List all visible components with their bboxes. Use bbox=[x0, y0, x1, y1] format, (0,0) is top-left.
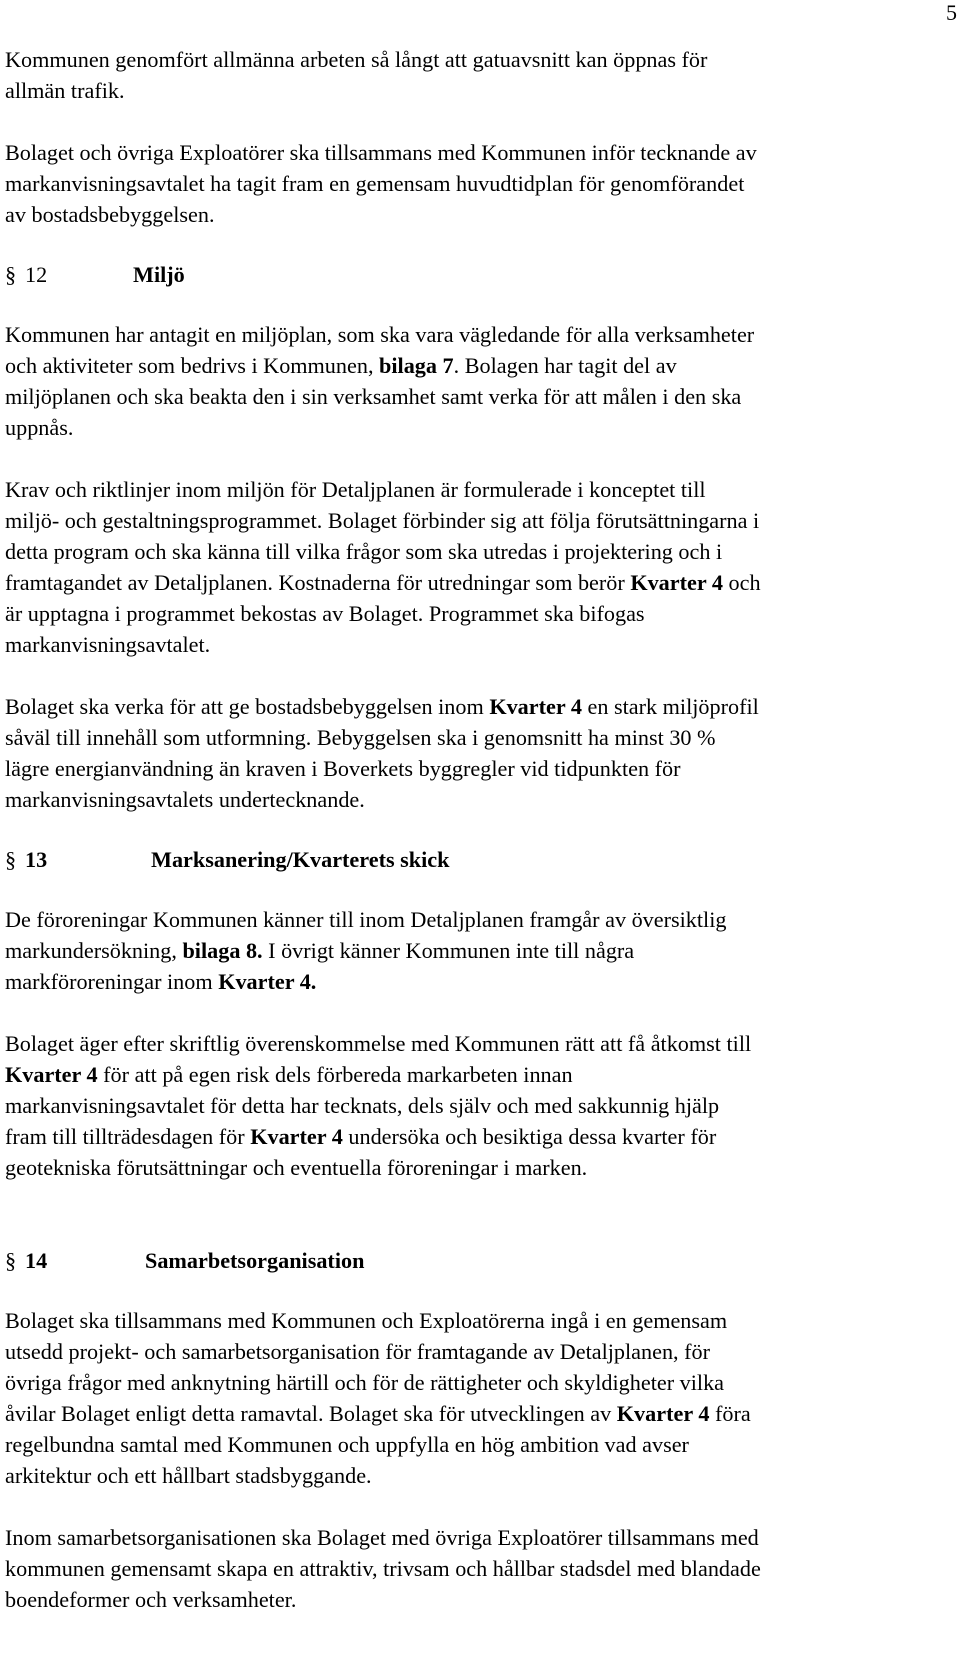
paragraph bbox=[5, 319, 955, 443]
paragraph bbox=[5, 44, 955, 106]
paragraph bbox=[5, 137, 955, 230]
text-line: markundersökning, bbox=[5, 938, 183, 963]
bold-reference: Kvarter 4 bbox=[630, 570, 723, 595]
section-sign: § bbox=[5, 262, 17, 287]
page-number: 5 bbox=[946, 0, 957, 25]
text-line: boendeformer och verksamheter. bbox=[5, 1587, 297, 1612]
text-line: markanvisningsavtalets undertecknande. bbox=[5, 787, 365, 812]
paragraph bbox=[5, 904, 955, 997]
text-line: miljöplanen och ska beakta den i sin verksamhet samt verka för att målen i den ska bbox=[5, 384, 742, 409]
section-sign: § bbox=[5, 1248, 17, 1273]
text-line: Bolaget ska tillsammans med Kommunen och Exploatörerna ingå i en gemensam bbox=[5, 1308, 728, 1333]
text-line: Kommunen har antagit en miljöplan, som ska vara vägledande för alla verksamheter bbox=[5, 322, 755, 347]
text-line: . Bolagen har tagit del av bbox=[453, 353, 677, 378]
section-heading-14 bbox=[5, 1245, 955, 1276]
section-number: 14 bbox=[25, 1248, 48, 1273]
bold-reference: bilaga 8. bbox=[182, 938, 263, 963]
text-line: markanvisningsavtalet. bbox=[5, 632, 211, 657]
section-number: 13 bbox=[25, 847, 48, 872]
text-line: I övrigt känner Kommunen inte till några bbox=[262, 938, 635, 963]
bold-reference: Kvarter 4 bbox=[5, 1062, 98, 1087]
text-line: såväl till innehåll som utformning. Bebyggelsen ska i genomsnitt ha minst 30 % bbox=[5, 725, 716, 750]
text-line: är upptagna i programmet bekostas av Bolaget. Programmet ska bifogas bbox=[5, 601, 645, 626]
text-line: markanvisningsavtalet för detta har tecknats, dels själv och med sakkunnig hjälp bbox=[5, 1093, 720, 1118]
text-line: Inom samarbetsorganisationen ska Bolaget med övriga Exploatörer tillsammans med bbox=[5, 1525, 759, 1550]
bold-reference: Kvarter 4 bbox=[250, 1124, 343, 1149]
text-line: uppnås. bbox=[5, 415, 74, 440]
paragraph bbox=[5, 1305, 955, 1491]
section-heading-12 bbox=[5, 259, 955, 290]
text-line: fram till tillträdesdagen för bbox=[5, 1124, 251, 1149]
text-line: en stark miljöprofil bbox=[581, 694, 759, 719]
text-line: arkitektur och ett hållbart stadsbyggande. bbox=[5, 1463, 372, 1488]
section-heading-13 bbox=[5, 844, 955, 875]
text-line: regelbundna samtal med Kommunen och uppfylla en hög ambition vad avser bbox=[5, 1432, 689, 1457]
text-line: Bolaget äger efter skriftlig överenskommelse med Kommunen rätt att få åtkomst till bbox=[5, 1031, 752, 1056]
text-line: De föroreningar Kommunen känner till inom Detaljplanen framgår av översiktlig bbox=[5, 907, 727, 932]
paragraph bbox=[5, 691, 955, 815]
text-line: miljö- och gestaltningsprogrammet. Bolaget förbinder sig att följa förutsättningarna i bbox=[5, 508, 760, 533]
text-line: Kommunen genomfört allmänna arbeten så långt att gatuavsnitt kan öppnas för bbox=[5, 47, 708, 72]
text-line: undersöka och besiktiga dessa kvarter för bbox=[342, 1124, 717, 1149]
section-title: Marksanering/Kvarterets skick bbox=[151, 847, 450, 872]
text-line: utsedd projekt- och samarbetsorganisation för framtagande av Detaljplanen, för bbox=[5, 1339, 711, 1364]
text-line: föra bbox=[709, 1401, 751, 1426]
text-line: allmän trafik. bbox=[5, 78, 125, 103]
text-line: Bolaget ska verka för att ge bostadsbebyggelsen inom bbox=[5, 694, 490, 719]
text-line: detta program och ska känna till vilka frågor som ska utredas i projektering och i bbox=[5, 539, 723, 564]
text-line: Krav och riktlinjer inom miljön för Detaljplanen är formulerade i konceptet till bbox=[5, 477, 706, 502]
text-line: markföroreningar inom bbox=[5, 969, 219, 994]
text-line: lägre energianvändning än kraven i Boverkets byggregler vid tidpunkten för bbox=[5, 756, 681, 781]
paragraph bbox=[5, 1028, 955, 1183]
text-line: övriga frågor med anknytning härtill och för de rättigheter och skyldigheter vilka bbox=[5, 1370, 725, 1395]
section-title: Samarbetsorganisation bbox=[145, 1248, 365, 1273]
paragraph bbox=[5, 474, 955, 660]
section-title: Miljö bbox=[133, 262, 185, 287]
bold-reference: Kvarter 4. bbox=[218, 969, 317, 994]
bold-reference: Kvarter 4 bbox=[489, 694, 582, 719]
text-line: för att på egen risk dels förbereda markarbeten innan bbox=[97, 1062, 573, 1087]
text-line: åvilar Bolaget enligt detta ramavtal. Bolaget ska för utvecklingen av bbox=[5, 1401, 617, 1426]
text-line: och bbox=[722, 570, 761, 595]
text-line: och aktiviteter som bedrivs i Kommunen, bbox=[5, 353, 380, 378]
document-body bbox=[5, 44, 955, 1615]
text-line: framtagandet av Detaljplanen. Kostnaderna för utredningar som berör bbox=[5, 570, 631, 595]
text-line: av bostadsbebyggelsen. bbox=[5, 202, 215, 227]
text-line: markanvisningsavtalet ha tagit fram en gemensam huvudtidplan för genomförandet bbox=[5, 171, 745, 196]
text-line: kommunen gemensamt skapa en attraktiv, trivsam och hållbar stadsdel med blandade bbox=[5, 1556, 761, 1581]
text-line: geotekniska förutsättningar och eventuella föroreningar i marken. bbox=[5, 1155, 588, 1180]
section-sign: § bbox=[5, 847, 17, 872]
text-line: Bolaget och övriga Exploatörer ska tillsammans med Kommunen inför tecknande av bbox=[5, 140, 757, 165]
section-number: 12 bbox=[25, 262, 48, 287]
paragraph bbox=[5, 1522, 955, 1615]
bold-reference: bilaga 7 bbox=[379, 353, 454, 378]
bold-reference: Kvarter 4 bbox=[616, 1401, 710, 1426]
